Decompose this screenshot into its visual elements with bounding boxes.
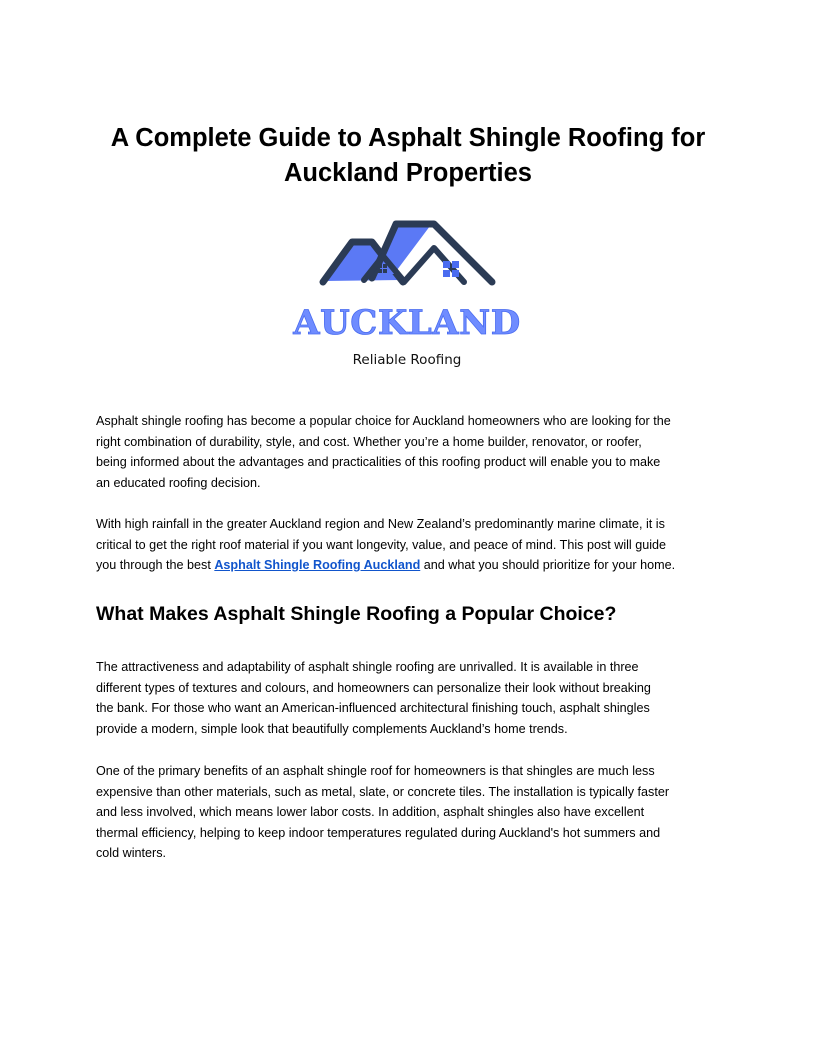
- title-line-1: A Complete Guide to Asphalt Shingle Roofing for: [110, 124, 706, 152]
- section-heading: What Makes Asphalt Shingle Roofing a Popular Choice?: [96, 603, 617, 625]
- text-line: being informed about the advantages and practicalities of this roofing product will enable you to make: [96, 455, 661, 470]
- text-line: cold winters.: [96, 846, 166, 861]
- house-roof-icon: [323, 224, 492, 282]
- climate-paragraph: [96, 514, 736, 576]
- text-line: an educated roofing decision.: [96, 475, 261, 490]
- logo-brand-text: AUCKLAND: [293, 303, 521, 343]
- text-line: thermal efficiency, helping to keep indoor temperatures regulated during Auckland's hot summers and: [96, 825, 661, 840]
- logo-tagline: Reliable Roofing: [352, 352, 462, 368]
- page-title: [60, 121, 756, 191]
- auckland-reliable-roofing-logo: [293, 216, 521, 376]
- text-line: The attractiveness and adaptability of asphalt shingle roofing are unrivalled. It is available in three: [96, 660, 639, 674]
- title-line-2: Auckland Properties: [284, 159, 532, 187]
- text-line: and less involved, which means lower labor costs. In addition, asphalt shingles also have excellent: [96, 805, 645, 820]
- text-line: expensive than other materials, such as metal, slate, or concrete tiles. The installation is typically faster: [96, 784, 670, 799]
- benefits-paragraph: [96, 761, 736, 864]
- text-segment: you through the best: [96, 558, 215, 573]
- text-line: With high rainfall in the greater Auckland region and New Zealand’s predominantly marine climate, it is: [96, 517, 665, 531]
- attractiveness-paragraph: [96, 657, 736, 739]
- text-line: One of the primary benefits of an asphalt shingle roof for homeowners is that shingles are much less: [96, 764, 655, 778]
- text-line: Asphalt shingle roofing has become a popular choice for Auckland homeowners who are looking for the: [96, 414, 671, 428]
- asphalt-shingle-roofing-auckland-link[interactable]: Asphalt Shingle Roofing Auckland: [214, 558, 421, 573]
- intro-paragraph: [96, 411, 736, 493]
- text-line: right combination of durability, style, and cost. Whether you’re a home builder, renovator, or roofer,: [96, 434, 642, 449]
- text-line: critical to get the right roof material if you want longevity, value, and peace of mind. This post will guide: [96, 537, 667, 552]
- text-line-with-link: [96, 555, 736, 576]
- text-line: different types of textures and colours, and homeowners can personalize their look without breaking: [96, 680, 651, 695]
- text-line: provide a modern, simple look that beautifully complements Auckland’s home trends.: [96, 721, 568, 736]
- text-line: the bank. For those who want an American-influenced architectural finishing touch, asphalt shingles: [96, 701, 650, 716]
- text-segment: and what you should prioritize for your home.: [420, 558, 676, 573]
